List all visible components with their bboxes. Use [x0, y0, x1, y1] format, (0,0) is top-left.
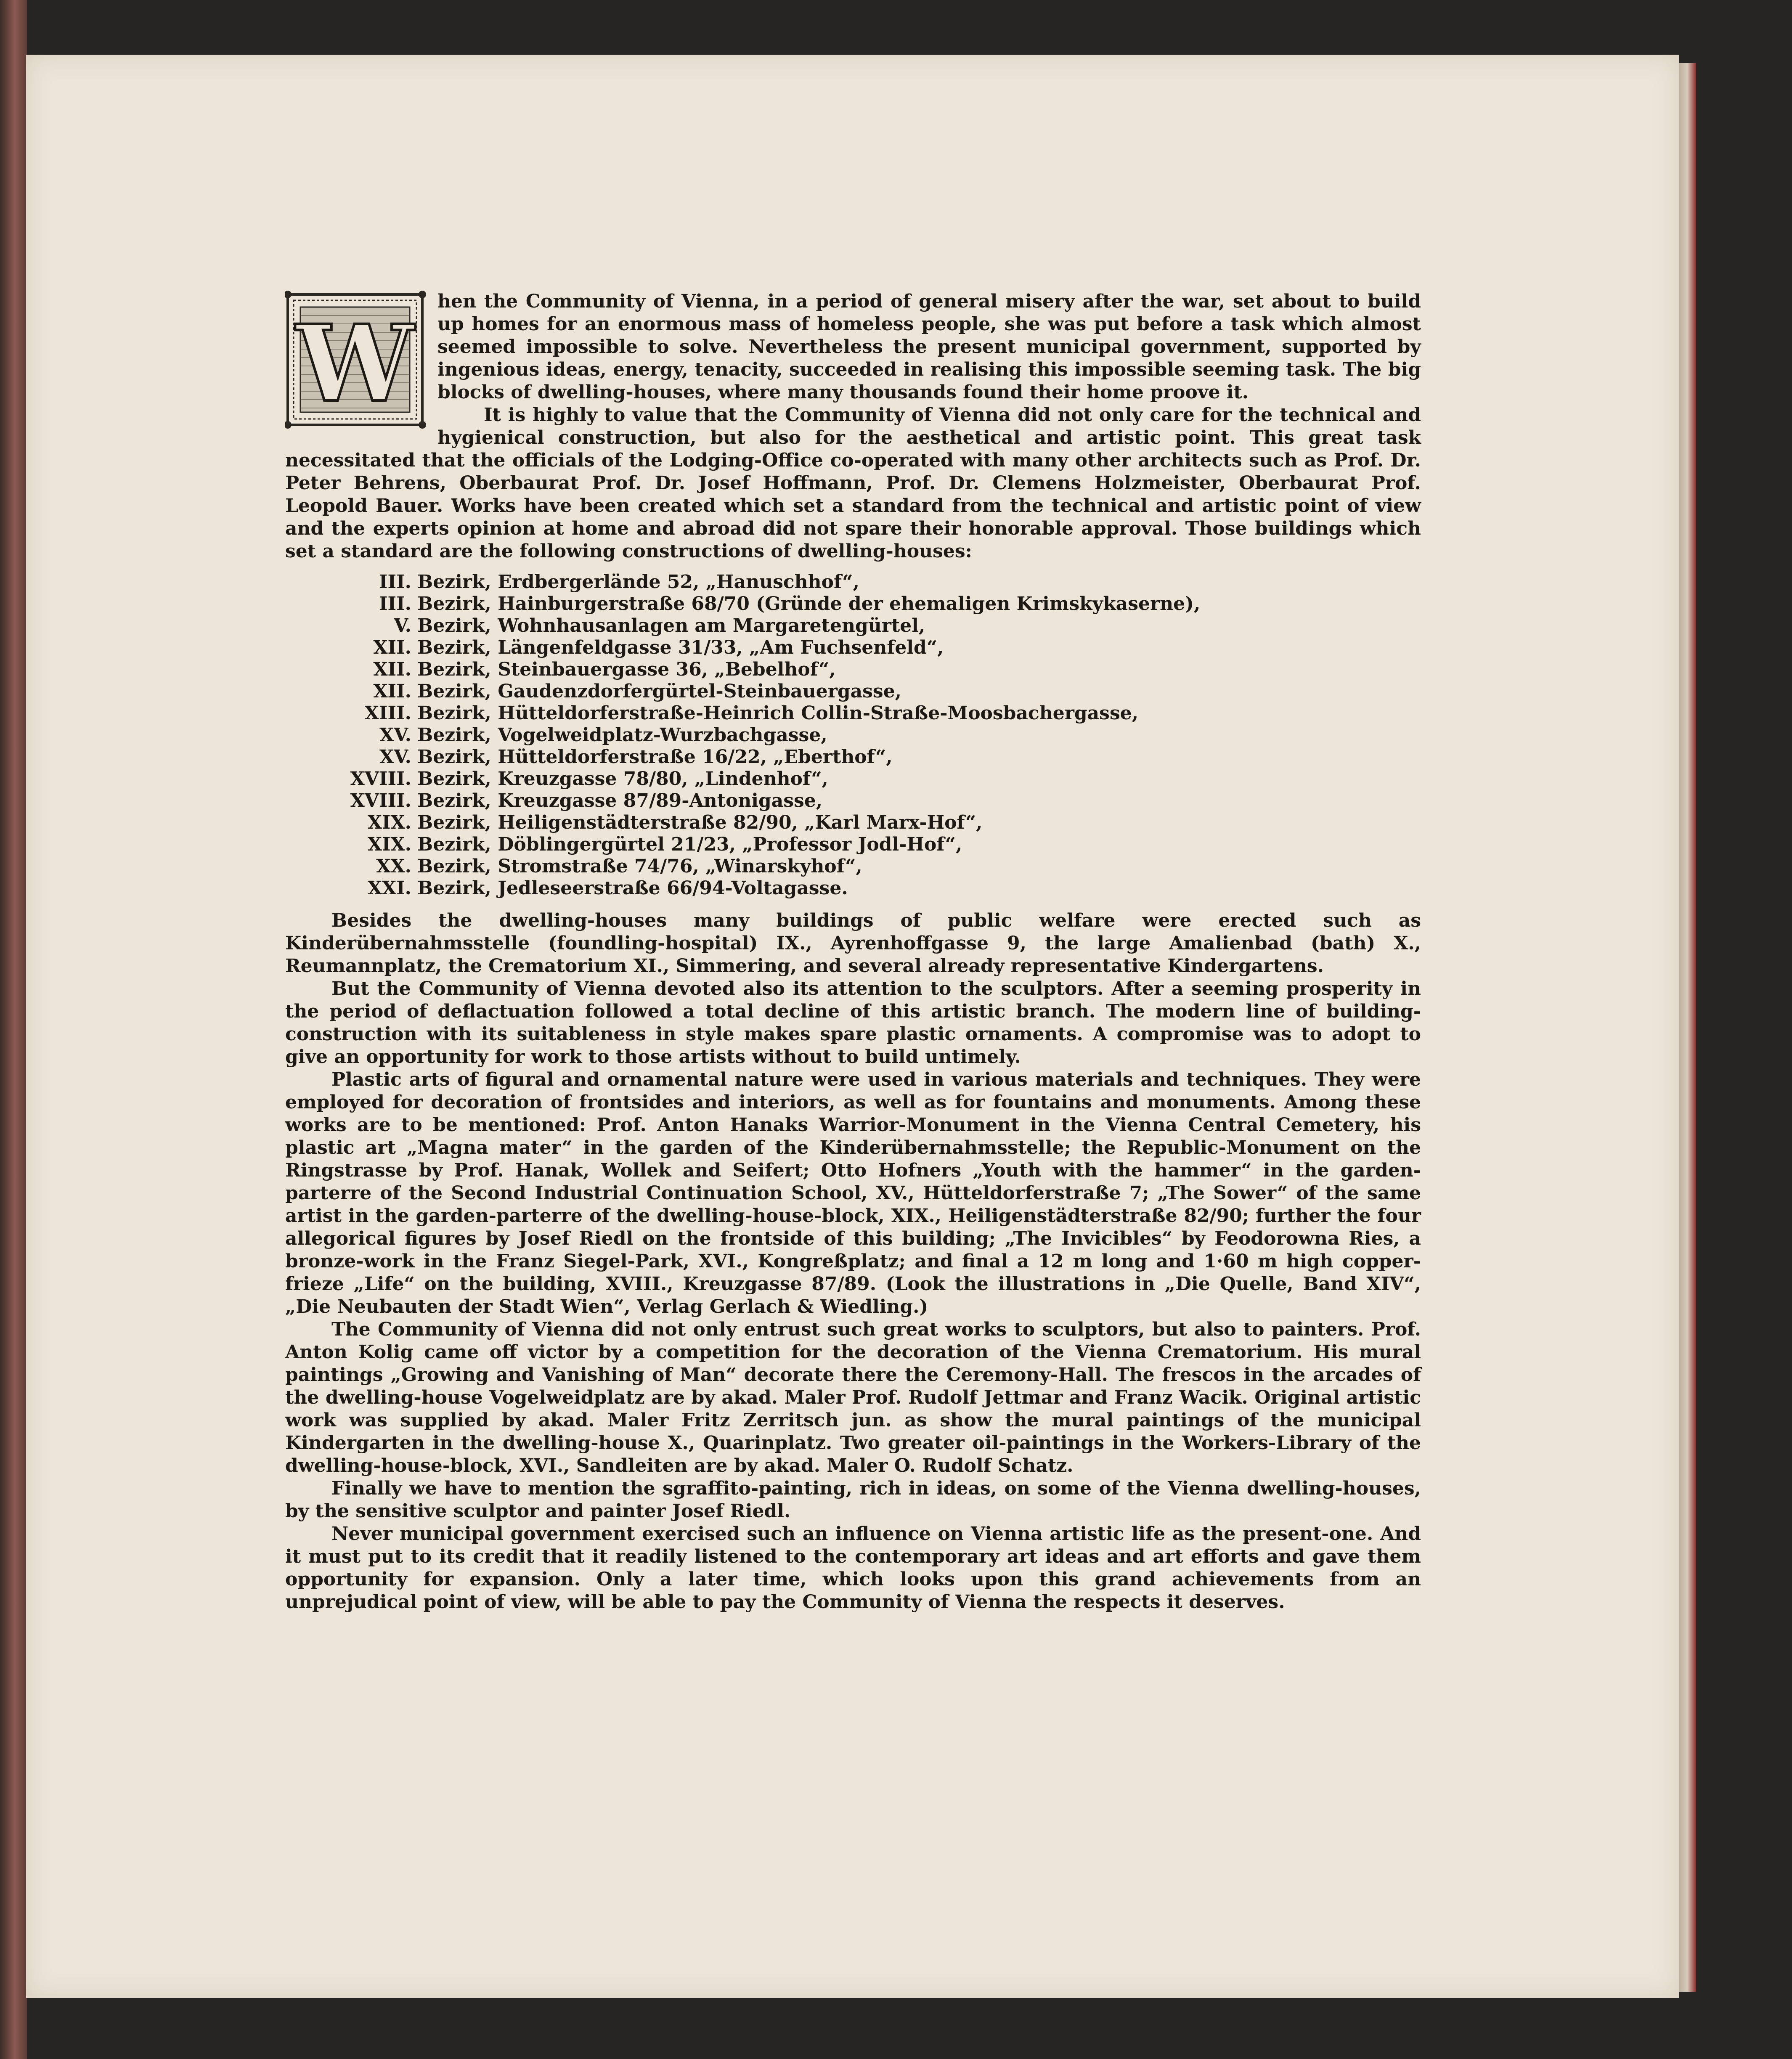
bezirk-list-item: [285, 877, 1421, 899]
bezirk-roman-numeral: XII.: [373, 681, 411, 702]
document-body: [285, 290, 1421, 1614]
paragraph-sgraffito: [285, 1477, 1421, 1523]
bezirk-roman-numeral: III.: [379, 571, 411, 593]
bezirk-list-item: [285, 702, 1421, 724]
bezirk-address: Bezirk, Döblingergürtel 21/23, „Professor Jodl-Hof“,: [417, 834, 962, 855]
bezirk-address: Bezirk, Vogelweidplatz-Wurzbachgasse,: [417, 724, 827, 746]
bezirk-address: Bezirk, Wohnhausanlagen am Margaretengürtel,: [417, 615, 925, 636]
intro-paragraph-2: [285, 404, 1421, 563]
bezirk-list-item: [285, 768, 1421, 790]
intro-text-1: hen the Community of Vienna, in a period of general misery after the war, set about to build up homes for an enormous mass of homeless people, she was put before a task which almost seemed impossible to solve. Nevertheless the present municipal government, supported by ingenious ideas, energy, tenacity, succeeded in realising this impossible seeming task. The big blocks of dwelling-houses, where many thousands found their home proove it.: [437, 291, 1421, 403]
bezirk-roman-numeral: XVIII.: [350, 790, 411, 811]
bezirk-list-item: [285, 834, 1421, 856]
bezirk-list-item: [285, 812, 1421, 834]
paragraph-sgraffito-text: Finally we have to mention the sgraffito-painting, rich in ideas, on some of the Vienna dwelling-houses, by the sensitive sculptor and painter Josef Riedl.: [285, 1478, 1421, 1522]
bezirk-roman-numeral: V.: [394, 615, 411, 636]
intro-text-2: It is highly to value that the Community of Vienna did not only care for the technical and hygienical construction, but also for the aesthetical and artistic point. This great task necessitated that the officials of the Lodging-Office co-operated with many other architects such as Prof. Dr. Peter Behrens, Oberbaurat Prof. Dr. Josef Hoffmann, Prof. Dr. Clemens Holzmeister, Oberbaurat Prof. Leopold Bauer. Works have been created which set a standard from the technical and artistic point of view and the experts opinion at home and abroad did not spare their honorable approval. Those buildings which set a standard are the following constructions of dwelling-houses:: [285, 404, 1421, 562]
paragraph-welfare: [285, 909, 1421, 978]
book-binding: [0, 0, 27, 2059]
bezirk-roman-numeral: XIX.: [367, 812, 411, 833]
bezirk-list-item: [285, 790, 1421, 812]
bezirk-roman-numeral: XII.: [373, 637, 411, 658]
bezirk-address: Bezirk, Hütteldorferstraße-Heinrich Collin-Straße-Moosbachergasse,: [417, 702, 1139, 724]
paragraph-sculptors: [285, 978, 1421, 1068]
bezirk-list-item: [285, 746, 1421, 768]
paragraph-welfare-text: Besides the dwelling-houses many buildings of public welfare were erected such as Kinderübernahmsstelle (foundling-hospital) IX., Ayrenhoffgasse 9, the large Amalienbad (bath) X., Reumannplatz, the Crematorium XI., Simmering, and several already representative Kindergartens.: [285, 910, 1421, 977]
bezirk-address: Bezirk, Steinbauergasse 36, „Bebelhof“,: [417, 659, 836, 680]
bezirk-roman-numeral: XXI.: [367, 877, 411, 899]
bezirk-address: Bezirk, Kreuzgasse 78/80, „Lindenhof“,: [417, 768, 828, 790]
bezirk-address: Bezirk, Jedleseerstraße 66/94-Voltagasse.: [417, 877, 848, 899]
bezirk-roman-numeral: XV.: [379, 724, 411, 746]
bezirk-address: Bezirk, Heiligenstädterstraße 82/90, „Karl Marx-Hof“,: [417, 812, 983, 833]
decorated-initial-letter: [285, 290, 428, 429]
initial-letter-glyph: W: [296, 302, 414, 425]
bezirk-roman-numeral: III.: [379, 593, 411, 615]
bezirk-roman-numeral: XVIII.: [350, 768, 411, 790]
paragraph-plastic-arts: [285, 1068, 1421, 1318]
bezirk-list-item: [285, 593, 1421, 615]
page-edge: [1678, 63, 1696, 1992]
bezirk-address: Bezirk, Hütteldorferstraße 16/22, „Eberthof“,: [417, 746, 893, 768]
bezirk-address: Bezirk, Hainburgerstraße 68/70 (Gründe der ehemaligen Krimskykaserne),: [417, 593, 1201, 615]
bezirk-roman-numeral: XII.: [373, 659, 411, 680]
paragraph-sculptors-text: But the Community of Vienna devoted also its attention to the sculptors. After a seeming prosperity in the period of deflactuation followed a total decline of this artistic branch. The modern line of building-construction with its suitableness in style makes spare plastic ornaments. A compromise was to adopt to give an opportunity for work to those artists without to build untimely.: [285, 978, 1421, 1068]
bezirk-address: Bezirk, Gaudenzdorfergürtel-Steinbauergasse,: [417, 681, 902, 702]
intro-paragraph-1: [285, 290, 1421, 425]
bezirk-address: Bezirk, Stromstraße 74/76, „Winarskyhof“,: [417, 856, 862, 877]
paragraph-painters: [285, 1318, 1421, 1477]
bezirk-roman-numeral: XIII.: [364, 702, 411, 724]
bezirk-list-item: [285, 681, 1421, 702]
bezirk-roman-numeral: XX.: [376, 856, 411, 877]
paragraph-conclusion-text: Never municipal government exercised such an influence on Vienna artistic life as the present-one. And it must put to its credit that it readily listened to the contemporary art ideas and art efforts and gave them opportunity for expansion. Only a later time, which looks upon this grand achievements from an unprejudical point of view, will be able to pay the Community of Vienna the respects it deserves.: [285, 1523, 1421, 1613]
paragraph-conclusion: [285, 1523, 1421, 1614]
bezirk-list-item: [285, 856, 1421, 877]
paragraph-plastic-arts-text: Plastic arts of figural and ornamental nature were used in various materials and techniques. They were employed for decoration of frontsides and interiors, as well as for fountains and monuments. Among these works are to be mentioned: Prof. Anton Hanaks Warrior-Monument in the Vienna Central Cemetery, his plastic art „Magna mater“ in the garden of the Kinderübernahmsstelle; the Republic-Monument on the Ringstrasse by Prof. Hanak, Wollek and Seifert; Otto Hofners „Youth with the hammer“ in the garden-parterre of the Second Industrial Continuation School, XV., Hütteldorferstraße 7; „The Sower“ of the same artist in the garden-parterre of the dwelling-house-block, XIX., Heiligenstädterstraße 82/90; further the four allegorical figures by Josef Riedl on the frontside of this building; „The Invicibles“ by Feodorowna Ries, a bronze-work in the Franz Siegel-Park, XVI., Kongreßplatz; and final a 12 m long and 1·60 m high copper-frieze „Life“ on the building, XVIII., Kreuzgasse 87/89. (Look the illustrations in „Die Quelle, Band XIV“, „Die Neubauten der Stadt Wien“, Verlag Gerlach & Wiedling.): [285, 1069, 1421, 1317]
bezirk-roman-numeral: XIX.: [367, 834, 411, 855]
bezirk-address: Bezirk, Längenfeldgasse 31/33, „Am Fuchsenfeld“,: [417, 637, 944, 658]
bezirk-list: [285, 571, 1421, 899]
paragraph-painters-text: The Community of Vienna did not only entrust such great works to sculptors, but also to painters. Prof. Anton Kolig came off victor by a competition for the decoration of the Vienna Crematorium. His mural paintings „Growing and Vanishing of Man“ decorate there the Ceremony-Hall. The frescos in the arcades of the dwelling-house Vogelweidplatz are by akad. Maler Prof. Rudolf Jettmar and Franz Wacik. Original artistic work was supplied by akad. Maler Fritz Zerritsch jun. as show the mural paintings of the municipal Kindergarten in the dwelling-house X., Quarinplatz. Two greater oil-paintings in the Workers-Library of the dwelling-house-block, XVI., Sandleiten are by akad. Maler O. Rudolf Schatz.: [285, 1319, 1421, 1476]
bezirk-address: Bezirk, Kreuzgasse 87/89-Antonigasse,: [417, 790, 823, 811]
bezirk-list-item: [285, 724, 1421, 746]
bezirk-roman-numeral: XV.: [379, 746, 411, 768]
bezirk-list-item: [285, 615, 1421, 637]
bezirk-list-item: [285, 571, 1421, 593]
bezirk-address: Bezirk, Erdbergerlände 52, „Hanuschhof“,: [417, 571, 859, 593]
bezirk-list-item: [285, 637, 1421, 659]
bezirk-list-item: [285, 659, 1421, 681]
